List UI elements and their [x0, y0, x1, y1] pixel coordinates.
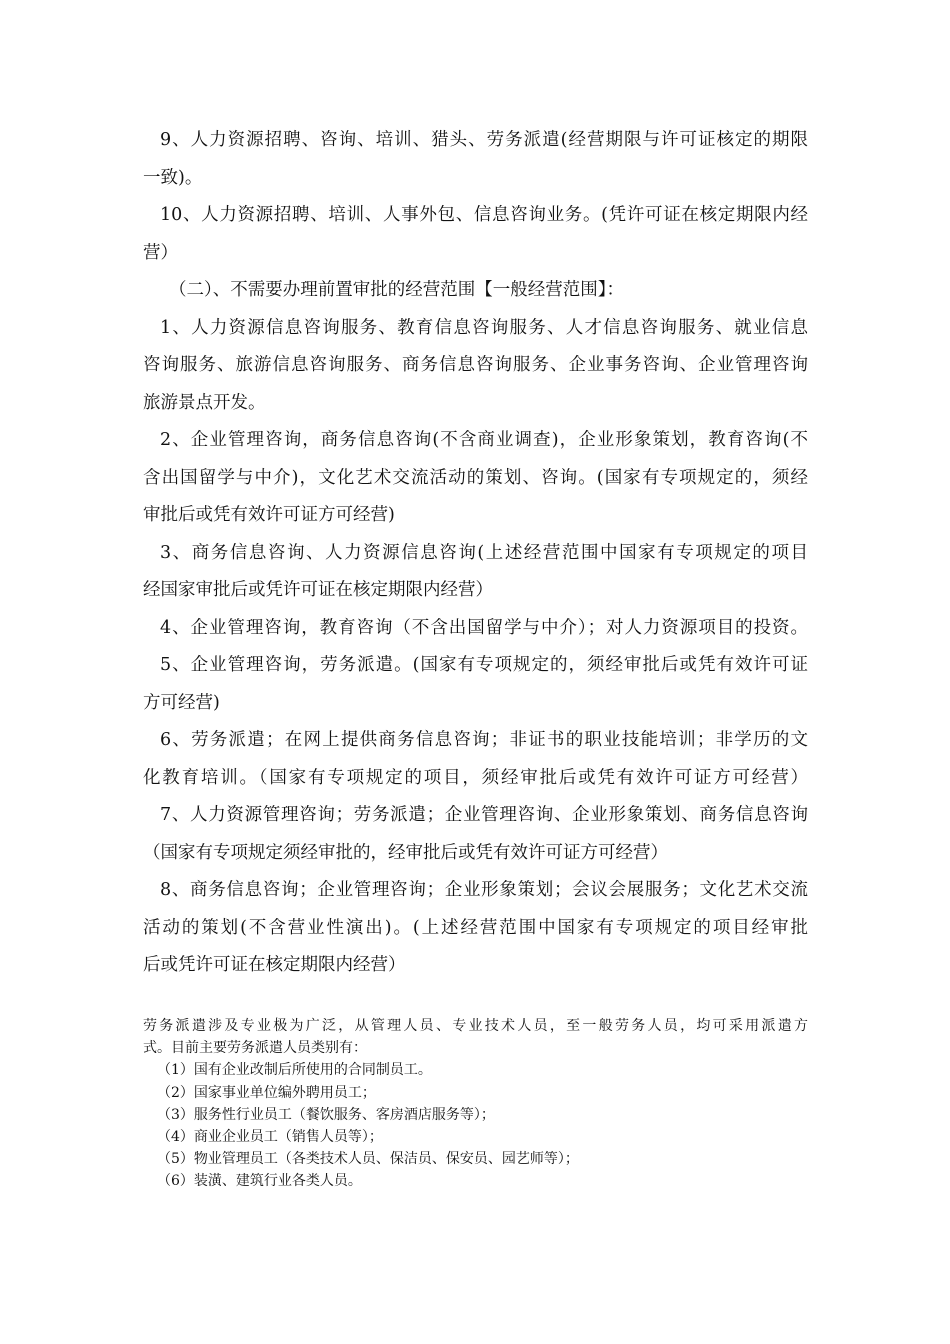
scope-item-10-line-2: 营）: [143, 242, 178, 263]
general-item-2-line-2: 含出国留学与中介)，文化艺术交流活动的策划、咨询。(国家有专项规定的，须经: [143, 467, 808, 488]
scope-item-9-line-2: 一致)。: [143, 167, 203, 188]
general-item-2-line-3: 审批后或凭有效许可证方可经营): [143, 505, 395, 525]
notes-list-item-4: （4）商业企业员工（销售人员等）；: [157, 1128, 383, 1145]
general-item-6-line-1: 6、劳务派遣；在网上提供商务信息咨询；非证书的职业技能培训；非学历的文: [160, 730, 808, 750]
general-item-4-line-1: 4、企业管理咨询，教育咨询（不含出国留学与中介）；对人力资源项目的投资。: [160, 617, 808, 638]
section-heading-general-scope: （二）、不需要办理前置审批的经营范围【一般经营范围】：: [169, 280, 624, 300]
general-item-6-line-2: 化教育培训。（国家有专项规定的项目，须经审批后或凭有效许可证方可经营）: [143, 767, 808, 788]
general-item-8-line-2: 活动的策划(不含营业性演出)。(上述经营范围中国家有专项规定的项目经审批: [143, 917, 808, 938]
scope-item-10-line-1: 10、人力资源招聘、培训、人事外包、信息咨询业务。(凭许可证在核定期限内经: [160, 205, 808, 225]
general-item-8-line-3: 后或凭许可证在核定期限内经营）: [143, 955, 406, 975]
general-item-8-line-1: 8、商务信息咨询；企业管理咨询；企业形象策划；会议会展服务；文化艺术交流: [160, 880, 808, 900]
notes-list-item-1: （1）国有企业改制后所使用的合同制员工。: [157, 1062, 432, 1079]
business-scope-section: [143, 122, 808, 985]
notes-list-item-5: （5）物业管理员工（各类技术人员、保洁员、保安员、园艺师等）；: [157, 1151, 579, 1168]
general-item-1-line-3: 旅游景点开发。: [143, 392, 266, 413]
general-item-3-line-2: 经国家审批后或凭许可证在核定期限内经营）: [143, 580, 493, 600]
notes-intro-line-2: 式。目前主要劳务派遣人员类别有：: [143, 1040, 367, 1057]
general-item-7-line-2: （国家有专项规定须经审批的，经审批后或凭有效许可证方可经营）: [143, 842, 668, 863]
notes-list-item-2: （2）国家事业单位编外聘用员工；: [157, 1084, 376, 1101]
notes-list-item-3: （3）服务性行业员工（餐饮服务、客房酒店服务等）；: [157, 1106, 495, 1123]
general-item-5-line-2: 方可经营): [143, 692, 220, 713]
general-item-1-line-2: 咨询服务、旅游信息咨询服务、商务信息咨询服务、企业事务咨询、企业管理咨询: [143, 355, 808, 375]
general-item-2-line-1: 2、企业管理咨询，商务信息咨询(不含商业调查)，企业形象策划，教育咨询(不: [160, 430, 808, 450]
notes-intro-line-1: 劳务派遣涉及专业极为广泛，从管理人员、专业技术人员，至一般劳务人员，均可采用派遣方: [143, 1018, 808, 1034]
notes-list-item-6: （6）装潢、建筑行业各类人员。: [157, 1173, 362, 1190]
general-item-1-line-1: 1、人力资源信息咨询服务、教育信息咨询服务、人才信息咨询服务、就业信息: [160, 317, 808, 338]
general-item-7-line-1: 7、人力资源管理咨询；劳务派遣；企业管理咨询、企业形象策划、商务信息咨询: [160, 805, 808, 825]
scope-item-9-line-1: 9、人力资源招聘、咨询、培训、猎头、劳务派遣(经营期限与许可证核定的期限: [160, 130, 808, 150]
general-item-5-line-1: 5、企业管理咨询，劳务派遣。(国家有专项规定的，须经审批后或凭有效许可证: [160, 655, 808, 675]
dispatch-notes-section: [143, 1015, 808, 1193]
general-item-3-line-1: 3、商务信息咨询、人力资源信息咨询(上述经营范围中国家有专项规定的项目: [160, 542, 808, 563]
